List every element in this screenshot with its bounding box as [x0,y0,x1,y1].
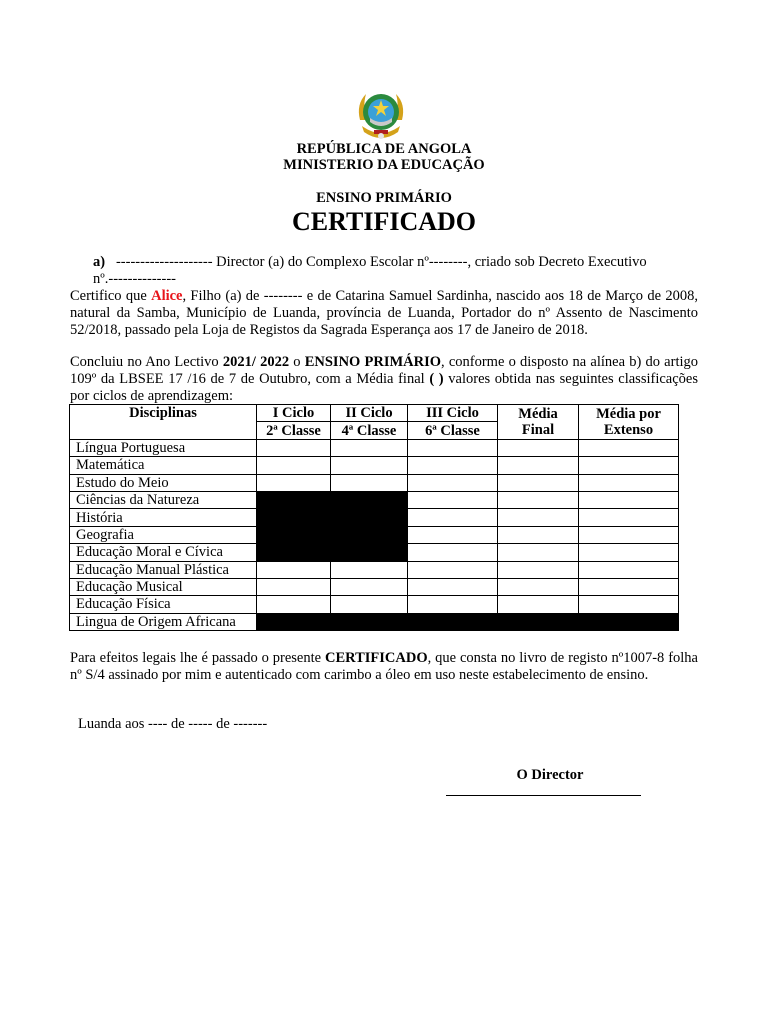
legal-text-2: , que consta no livro de registo nº1007-8 folha nº S/4 assinado por mim e autenticado com carimbo a óleo em uso neste estabelecimento de ensino. [70,650,698,683]
table-row [70,596,679,613]
header-ciclo-2: II Ciclo [331,405,408,422]
header-ciclo-3: III Ciclo [408,405,498,422]
grade-cell [331,457,408,474]
grade-cell [408,596,498,613]
completion-paragraph [70,354,698,405]
completion-text-2: o [289,354,305,370]
grade-cell [579,561,679,578]
completion-text-1: Concluiu no Ano Lectivo [70,354,223,370]
completion-text-3: , conforme o disposto na alínea b) do artigo 109º da LBSEE 17 /16 de 7 de Outubro, com a Média final [70,354,698,387]
grade-cell [408,474,498,491]
grade-cell [331,578,408,595]
angola-coat-of-arms-emblem [352,86,410,142]
table-row [70,578,679,595]
blocked-cell [331,526,408,543]
decree-number: nº.-------------- [93,271,176,287]
ministry-heading: MINISTERIO DA EDUCAÇÃO [283,157,485,173]
grade-cell [331,596,408,613]
signature-line [446,795,641,796]
grade-cell [257,474,331,491]
table-row [70,457,679,474]
header-disciplinas: Disciplinas [70,405,257,440]
blocked-cell [331,491,408,508]
blocked-cell [257,544,331,561]
grade-cell [579,544,679,561]
grade-cell [579,491,679,508]
header-media-extenso: Média por Extenso [579,405,679,440]
blocked-cell [257,526,331,543]
signature-role: O Director [516,767,584,783]
grade-cell [331,561,408,578]
grade-cell [408,578,498,595]
grade-cell [498,457,579,474]
certification-paragraph [70,288,698,339]
subject-name: Educação Musical [70,578,257,595]
republic-heading: REPÚBLICA DE ANGOLA [296,141,472,157]
grade-cell [257,596,331,613]
grade-cell [579,474,679,491]
grade-cell [331,474,408,491]
table-row [70,526,679,543]
legal-certificado: CERTIFICADO [324,650,428,666]
subject-name: Língua Portuguesa [70,439,257,456]
academic-year: 2021/ 2022 [222,354,290,370]
table-row [70,613,679,630]
table-header-row [70,405,679,422]
legal-text-1: Para efeitos legais lhe é passado o presente [70,650,325,666]
blocked-cell [331,509,408,526]
table-row [70,509,679,526]
table-row [70,544,679,561]
student-name: Alice [151,288,183,304]
subject-name: Matemática [70,457,257,474]
completed-level: ENSINO PRIMÁRIO [304,354,442,370]
legal-paragraph [70,650,698,684]
grade-cell [408,509,498,526]
subject-name: Estudo do Meio [70,474,257,491]
grade-cell [498,526,579,543]
table-row [70,474,679,491]
grade-cell [498,474,579,491]
grade-cell [408,457,498,474]
grade-cell [498,596,579,613]
grade-cell [257,439,331,456]
grade-cell [498,491,579,508]
subject-name: Lingua de Origem Africana [70,613,257,630]
document-title: CERTIFICADO [292,207,476,236]
grade-cell [498,544,579,561]
grade-cell [257,561,331,578]
grade-cell [579,509,679,526]
grade-cell [408,544,498,561]
grade-cell [498,561,579,578]
item-a-label: a) [93,254,106,270]
grade-cell [579,596,679,613]
cert-prefix: Certifico que [70,288,152,304]
grade-cell [331,439,408,456]
grade-cell [579,457,679,474]
director-clause [93,254,698,271]
grade-cell [408,526,498,543]
table-row [70,439,679,456]
blocked-cell [257,491,331,508]
grade-cell [257,457,331,474]
subject-name: Geografia [70,526,257,543]
date-place-line: Luanda aos ---- de ----- de ------- [78,716,268,732]
grade-cell [408,561,498,578]
grade-cell [579,578,679,595]
subject-name: Educação Manual Plástica [70,561,257,578]
education-level-heading: ENSINO PRIMÁRIO [316,190,452,206]
grade-cell [408,439,498,456]
header-ciclo-1: I Ciclo [257,405,331,422]
grade-cell [408,491,498,508]
grade-cell [498,439,579,456]
grade-cell [257,578,331,595]
table-row [70,491,679,508]
cert-details: , Filho (a) de -------- e de Catarina Samuel Sardinha, nascido aos 18 de Março de 2008, natural da Samba, Município de Luanda, província de Luanda, Portador do nº Assento de Nascimento 52/2018, passado pela Loja de Registos da Sagrada Esperança aos 17 de Janeiro de 2018. [70,288,698,338]
subheader-ciclo-3: 6ª Classe [408,422,498,439]
blocked-cell [257,509,331,526]
grade-cell [579,439,679,456]
subheader-ciclo-1: 2ª Classe [257,422,331,439]
subject-name: História [70,509,257,526]
blocked-cell [257,613,679,630]
final-average: ( ) [429,371,444,387]
item-a-text: -------------------- Director (a) do Complexo Escolar nº--------, criado sob Decreto Executivo [115,254,647,270]
grade-cell [498,509,579,526]
subject-name: Ciências da Natureza [70,491,257,508]
subject-name: Educação Moral e Cívica [70,544,257,561]
grades-table [69,404,679,631]
subject-name: Educação Física [70,596,257,613]
table-row [70,561,679,578]
header-media-final: Média Final [498,405,579,440]
blocked-cell [331,544,408,561]
subheader-ciclo-2: 4ª Classe [331,422,408,439]
completion-text-4: valores obtida nas seguintes classificações por ciclos de aprendizagem: [70,371,698,404]
grade-cell [579,526,679,543]
grade-cell [498,578,579,595]
